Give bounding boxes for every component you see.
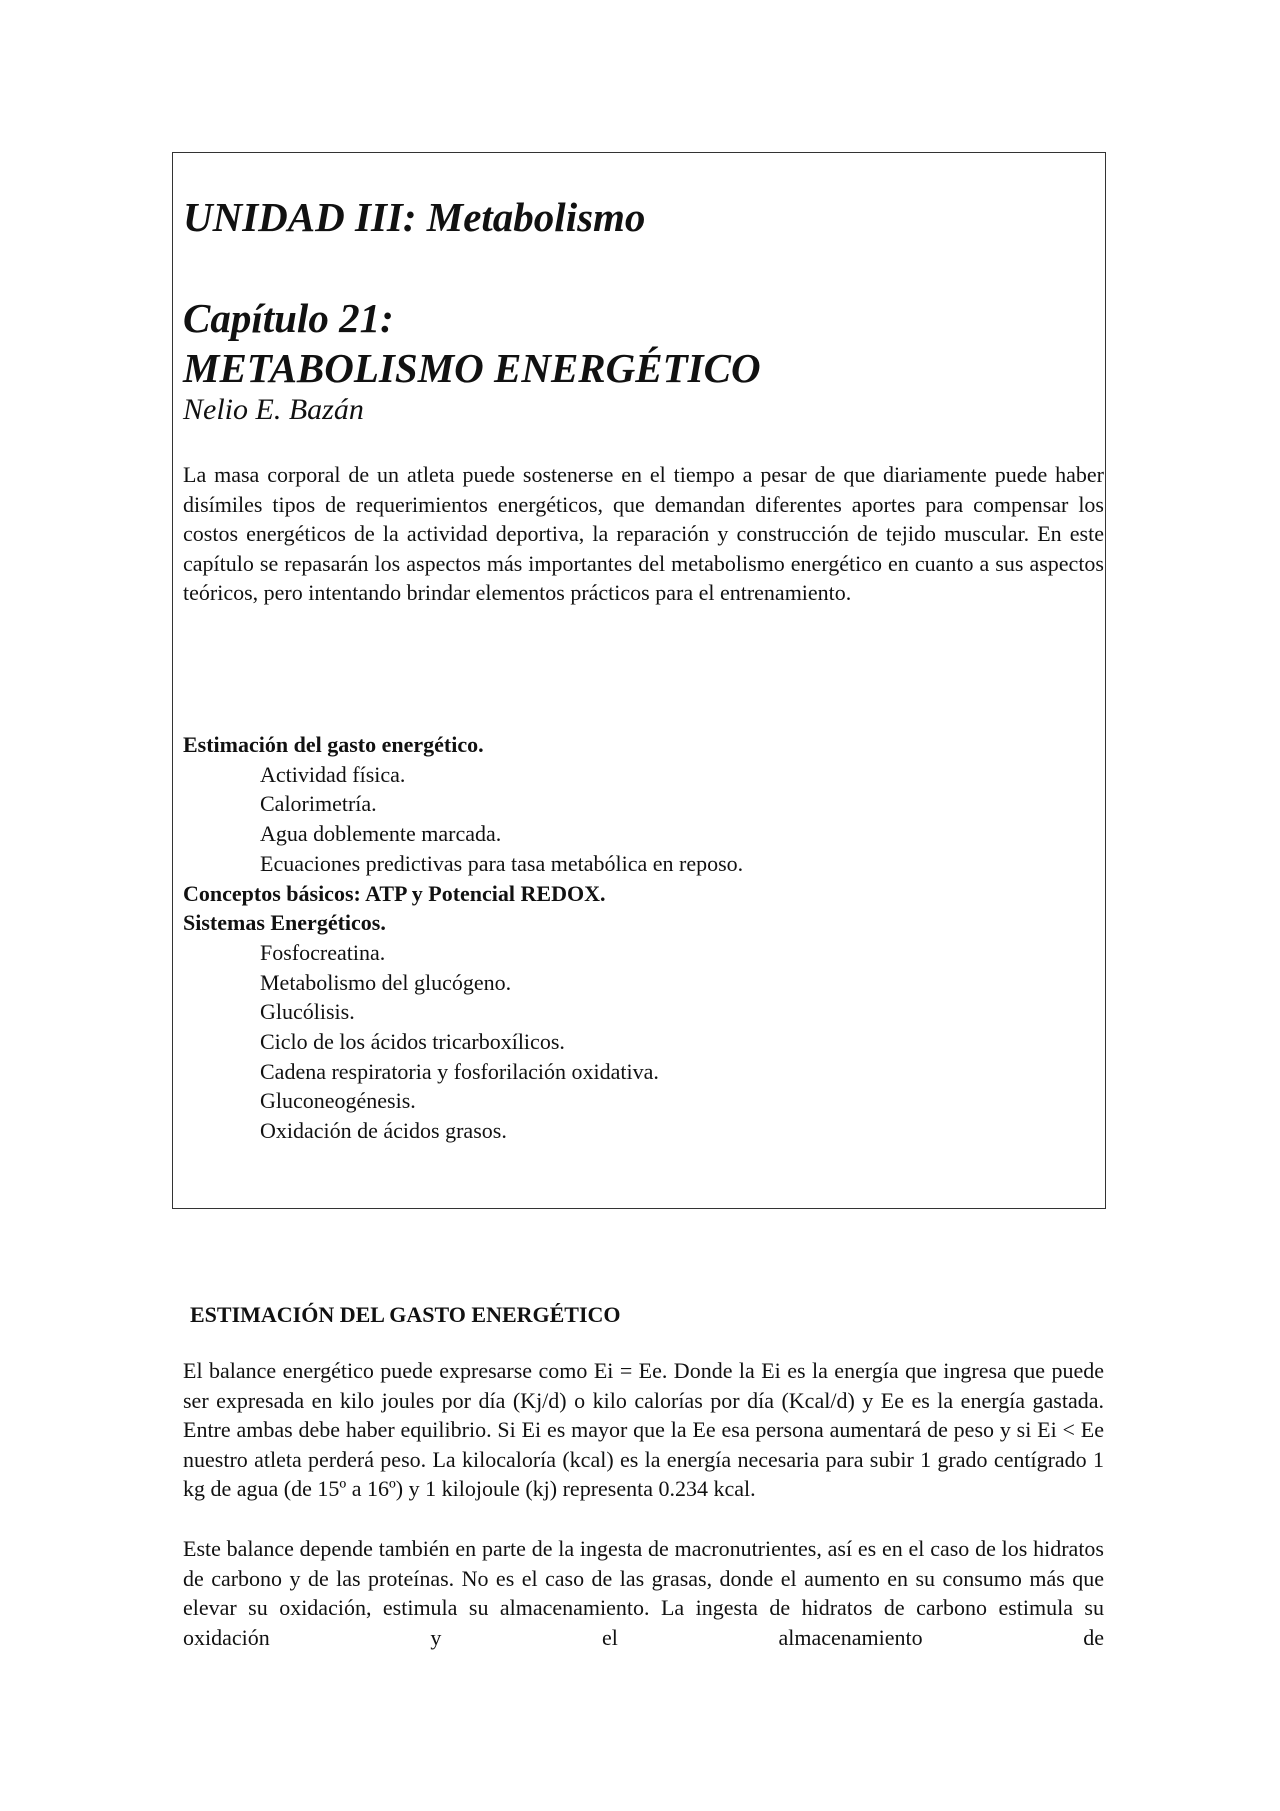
toc-item: Oxidación de ácidos grasos. xyxy=(260,1118,507,1144)
unit-title: UNIDAD III: Metabolismo xyxy=(183,194,646,240)
toc-item: Ecuaciones predictivas para tasa metabólica en reposo. xyxy=(260,850,744,876)
toc-item: Metabolismo del glucógeno. xyxy=(260,969,512,995)
toc-item: Cadena respiratoria y fosforilación oxidativa. xyxy=(260,1058,659,1084)
chapter-label: Capítulo 21: xyxy=(183,295,394,341)
chapter-contents-list xyxy=(183,730,1083,1146)
toc-heading-sistemas: Sistemas Energéticos. xyxy=(183,910,386,936)
toc-heading-gasto: Estimación del gasto energético. xyxy=(183,732,484,757)
chapter-name: METABOLISMO ENERGÉTICO xyxy=(183,345,761,391)
toc-item: Actividad física. xyxy=(260,761,406,787)
toc-item: Calorimetría. xyxy=(260,791,377,817)
chapter-title xyxy=(183,293,761,393)
toc-item: Gluconeogénesis. xyxy=(260,1088,416,1114)
author-name: Nelio E. Bazán xyxy=(183,393,364,426)
toc-item: Ciclo de los ácidos tricarboxílicos. xyxy=(260,1029,565,1055)
toc-item: Agua doblemente marcada. xyxy=(260,821,502,847)
toc-item: Glucólisis. xyxy=(260,999,355,1025)
body-paragraph-1: El balance energético puede expresarse como Ei = Ee. Donde la Ei es la energía que ingresa que puede ser expresada en kilo joules por día (Kj/d) o kilo calorías por día (Kcal/d) y Ee es la energía gastada. Entre ambas debe haber equilibrio. Si Ei es mayor que la Ee esa persona aumentará de peso y si Ei < Ee nuestro atleta perderá peso. La kilocaloría (kcal) es la energía necesaria para subir 1 grado centígrado 1 kg de agua (de 15º a 16º) y 1 kilojoule (kj) representa 0.234 kcal. xyxy=(183,1358,1104,1502)
section-heading: ESTIMACIÓN DEL GASTO ENERGÉTICO xyxy=(190,1302,621,1327)
toc-heading-conceptos: Conceptos básicos: ATP y Potencial REDOX. xyxy=(183,880,606,906)
toc-item: Fosfocreatina. xyxy=(260,939,386,965)
body-paragraph-2: Este balance depende también en parte de la ingesta de macronutrientes, así es en el caso de los hidratos de carbono y de las proteínas. No es el caso de las grasas, donde el aumento en su consumo más que elevar su oxidación, estimula su almacenamiento. La ingesta de hidratos de carbono estimula su oxidación y el almacenamiento de xyxy=(183,1536,1104,1650)
intro-paragraph: La masa corporal de un atleta puede sostenerse en el tiempo a pesar de que diariamente puede haber disímiles tipos de requerimientos energéticos, que demandan diferentes aportes para compensar los costos energéticos de la actividad deportiva, la reparación y construcción de tejido muscular. En este capítulo se repasarán los aspectos más importantes del metabolismo energético en cuanto a sus aspectos teóricos, pero intentando brindar elementos prácticos para el entrenamiento. xyxy=(183,462,1104,606)
